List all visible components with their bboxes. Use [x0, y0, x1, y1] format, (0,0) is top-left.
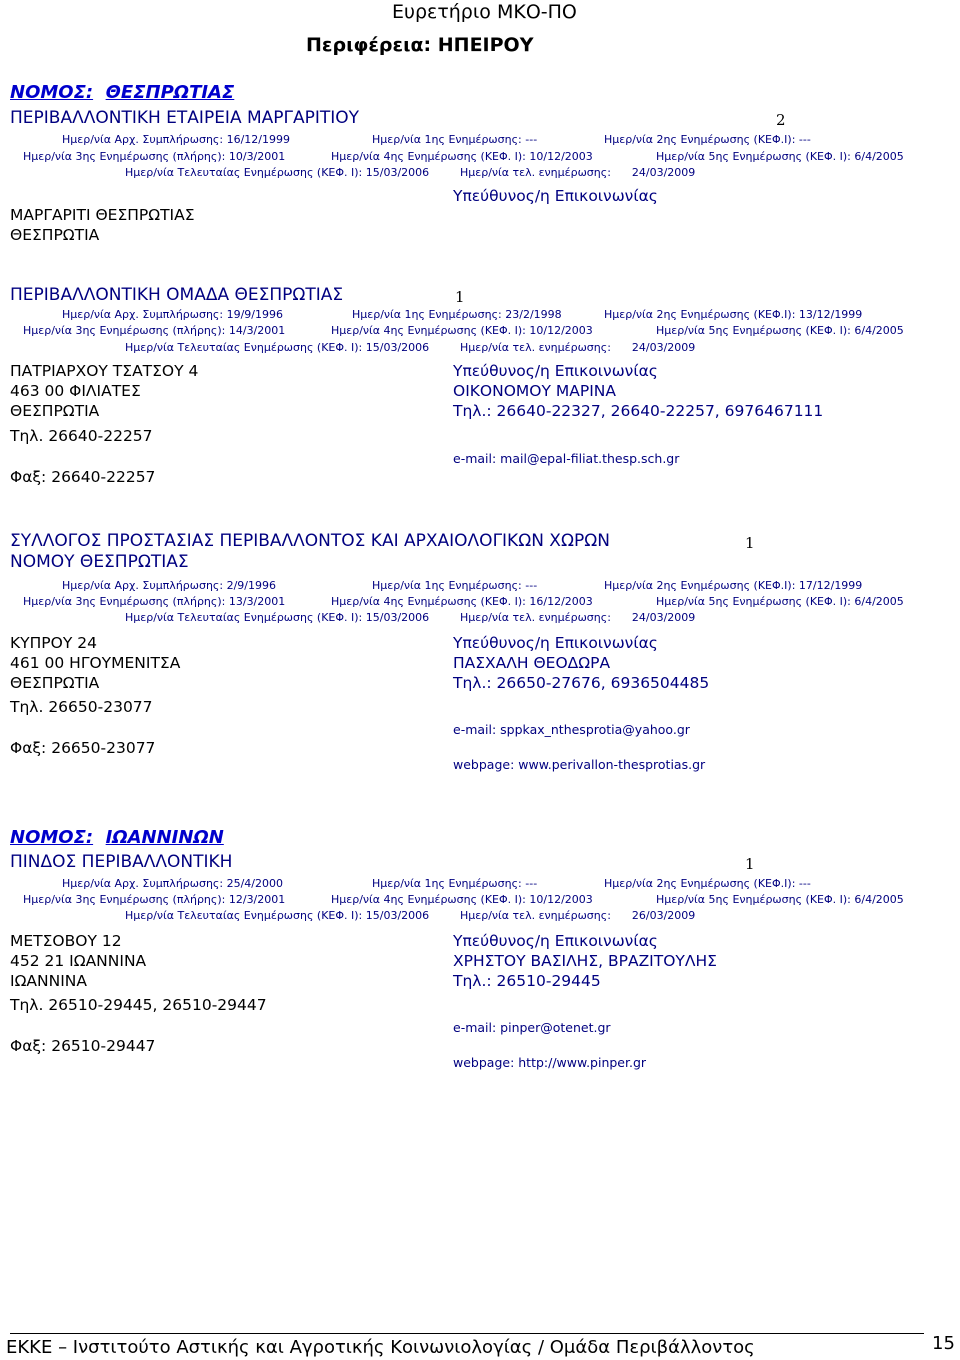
contact-heading: Υπεύθυνος/η Επικοινωνίας — [453, 932, 658, 950]
address-line: ΘΕΣΠΡΩΤΙΑ — [10, 402, 100, 420]
update3-date: Ημερ/νία 3ης Ενημέρωσης (πλήρης): 10/3/2001 — [23, 150, 286, 163]
org-name: ΠΙΝΔΟΣ ΠΕΡΙΒΑΛΛΟΝΤΙΚΗ — [10, 852, 233, 872]
address-line: ΜΑΡΓΑΡΙΤΙ ΘΕΣΠΡΩΤΙΑΣ — [10, 206, 195, 224]
update3-date: Ημερ/νία 3ης Ενημέρωσης (πλήρης): 14/3/2001 — [23, 324, 286, 337]
email-link[interactable]: e-mail: sppkax_nthesprotia@yahoo.gr — [453, 722, 690, 737]
first-fill-date: Ημερ/νία Αρχ. Συμπλήρωσης: 25/4/2000 — [62, 877, 283, 890]
org-count: 1 — [745, 534, 755, 552]
org-count: 1 — [455, 288, 465, 306]
contact-name: ΟΙΚΟΝΟΜΟΥ ΜΑΡΙΝΑ — [453, 382, 616, 400]
last-update-date: Ημερ/νία Τελευταίας Ενημέρωσης (ΚΕΦ. Ι): 15/03/2006 — [125, 909, 430, 922]
contact-name: ΠΑΣΧΑΛΗ ΘΕΟΔΩΡΑ — [453, 654, 611, 672]
phone: Τηλ. 26640-22257 — [10, 427, 153, 445]
contact-heading: Υπεύθυνος/η Επικοινωνίας — [453, 362, 658, 380]
org-name: ΠΕΡΙΒΑΛΛΟΝΤΙΚΗ ΕΤΑΙΡΕΙΑ ΜΑΡΓΑΡΙΤΙΟΥ — [10, 108, 360, 128]
email-link[interactable]: e-mail: pinper@otenet.gr — [453, 1020, 611, 1035]
org-count: 1 — [745, 855, 755, 873]
end-update-date: Ημερ/νία τελ. ενημέρωσης: 24/03/2009 — [460, 166, 696, 179]
phone: Τηλ. 26510-29445, 26510-29447 — [10, 996, 267, 1014]
address-line: 463 00 ΦΙΛΙΑΤΕΣ — [10, 382, 141, 400]
update5-date: Ημερ/νία 5ης Ενημέρωσης (ΚΕΦ. Ι): 6/4/2005 — [656, 893, 904, 906]
update2-date: Ημερ/νία 2ης Ενημέρωσης (ΚΕΦ.Ι): --- — [604, 133, 811, 146]
address-line: ΘΕΣΠΡΩΤΙΑ — [10, 674, 100, 692]
prefecture-heading: ΝΟΜΟΣ: ΘΕΣΠΡΩΤΙΑΣ — [10, 82, 235, 103]
end-update-date: Ημερ/νία τελ. ενημέρωσης: 24/03/2009 — [460, 341, 696, 354]
address-line: 452 21 ΙΩΑΝΝΙΝΑ — [10, 952, 147, 970]
update2-date: Ημερ/νία 2ης Ενημέρωσης (ΚΕΦ.Ι): 13/12/1999 — [604, 308, 863, 321]
email-link[interactable]: e-mail: mail@epal-filiat.thesp.sch.gr — [453, 451, 680, 466]
document-title: Ευρετήριο ΜΚΟ-ΠΟ — [392, 1, 577, 23]
fax: Φαξ: 26650-23077 — [10, 739, 156, 757]
first-fill-date: Ημερ/νία Αρχ. Συμπλήρωσης: 2/9/1996 — [62, 579, 276, 592]
contact-name: ΧΡΗΣΤΟΥ ΒΑΣΙΛΗΣ, ΒΡΑΖΙΤΟΥΛΗΣ — [453, 952, 717, 970]
address-line: ΚΥΠΡΟΥ 24 — [10, 634, 97, 652]
org-name: ΣΥΛΛΟΓΟΣ ΠΡΟΣΤΑΣΙΑΣ ΠΕΡΙΒΑΛΛΟΝΤΟΣ ΚΑΙ ΑΡΧΑΙΟΛΟΓΙΚΩΝ ΧΩΡΩΝ — [10, 531, 610, 551]
org-name: ΠΕΡΙΒΑΛΛΟΝΤΙΚΗ ΟΜΑΔΑ ΘΕΣΠΡΩΤΙΑΣ — [10, 285, 344, 305]
webpage-link[interactable]: webpage: http://www.pinper.gr — [453, 1055, 647, 1070]
update1-date: Ημερ/νία 1ης Ενημέρωσης: --- — [372, 877, 538, 890]
address-line: 461 00 ΗΓΟΥΜΕΝΙΤΣΑ — [10, 654, 181, 672]
address-line: ΙΩΑΝΝΙΝΑ — [10, 972, 87, 990]
update4-date: Ημερ/νία 4ης Ενημέρωσης (ΚΕΦ. Ι): 16/12/2003 — [331, 595, 593, 608]
first-fill-date: Ημερ/νία Αρχ. Συμπλήρωσης: 19/9/1996 — [62, 308, 283, 321]
footer-text: ΕΚΚΕ – Ινστιτούτο Αστικής και Αγροτικής Κοινωνιολογίας / Ομάδα Περιβάλλοντος — [6, 1337, 755, 1358]
update4-date: Ημερ/νία 4ης Ενημέρωσης (ΚΕΦ. Ι): 10/12/2003 — [331, 324, 593, 337]
end-update-date: Ημερ/νία τελ. ενημέρωσης: 26/03/2009 — [460, 909, 696, 922]
update2-date: Ημερ/νία 2ης Ενημέρωσης (ΚΕΦ.Ι): 17/12/1999 — [604, 579, 863, 592]
address-line: ΠΑΤΡΙΑΡΧΟΥ ΤΣΑΤΣΟΥ 4 — [10, 362, 199, 380]
update1-date: Ημερ/νία 1ης Ενημέρωσης: --- — [372, 133, 538, 146]
webpage-link[interactable]: webpage: www.perivallon-thesprotias.gr — [453, 757, 706, 772]
org-count: 2 — [776, 111, 786, 129]
contact-phone: Τηλ.: 26640-22327, 26640-22257, 6976467111 — [453, 402, 824, 420]
fax: Φαξ: 26510-29447 — [10, 1037, 156, 1055]
address-line: ΘΕΣΠΡΩΤΙΑ — [10, 226, 100, 244]
update5-date: Ημερ/νία 5ης Ενημέρωσης (ΚΕΦ. Ι): 6/4/2005 — [656, 595, 904, 608]
first-fill-date: Ημερ/νία Αρχ. Συμπλήρωσης: 16/12/1999 — [62, 133, 290, 146]
contact-phone: Τηλ.: 26650-27676, 6936504485 — [453, 674, 710, 692]
region-title: Περιφέρεια: ΗΠΕΙΡΟΥ — [306, 34, 534, 56]
contact-heading: Υπεύθυνος/η Επικοινωνίας — [453, 187, 658, 205]
contact-phone: Τηλ.: 26510-29445 — [453, 972, 601, 990]
last-update-date: Ημερ/νία Τελευταίας Ενημέρωσης (ΚΕΦ. Ι): 15/03/2006 — [125, 611, 430, 624]
last-update-date: Ημερ/νία Τελευταίας Ενημέρωσης (ΚΕΦ. Ι): 15/03/2006 — [125, 166, 430, 179]
footer-divider — [10, 1333, 924, 1334]
contact-heading: Υπεύθυνος/η Επικοινωνίας — [453, 634, 658, 652]
fax: Φαξ: 26640-22257 — [10, 468, 156, 486]
page-number: 15 — [932, 1333, 955, 1354]
update5-date: Ημερ/νία 5ης Ενημέρωσης (ΚΕΦ. Ι): 6/4/2005 — [656, 150, 904, 163]
update3-date: Ημερ/νία 3ης Ενημέρωσης (πλήρης): 12/3/2001 — [23, 893, 286, 906]
org-name-continued: ΝΟΜΟΥ ΘΕΣΠΡΩΤΙΑΣ — [10, 552, 189, 572]
update1-date: Ημερ/νία 1ης Ενημέρωσης: 23/2/1998 — [352, 308, 562, 321]
update4-date: Ημερ/νία 4ης Ενημέρωσης (ΚΕΦ. Ι): 10/12/2003 — [331, 150, 593, 163]
phone: Τηλ. 26650-23077 — [10, 698, 153, 716]
update3-date: Ημερ/νία 3ης Ενημέρωσης (πλήρης): 13/3/2001 — [23, 595, 286, 608]
prefecture-heading: ΝΟΜΟΣ: ΙΩΑΝΝΙΝΩΝ — [10, 827, 224, 848]
update2-date: Ημερ/νία 2ης Ενημέρωσης (ΚΕΦ.Ι): --- — [604, 877, 811, 890]
update5-date: Ημερ/νία 5ης Ενημέρωσης (ΚΕΦ. Ι): 6/4/2005 — [656, 324, 904, 337]
update4-date: Ημερ/νία 4ης Ενημέρωσης (ΚΕΦ. Ι): 10/12/2003 — [331, 893, 593, 906]
update1-date: Ημερ/νία 1ης Ενημέρωσης: --- — [372, 579, 538, 592]
address-line: ΜΕΤΣΟΒΟΥ 12 — [10, 932, 122, 950]
last-update-date: Ημερ/νία Τελευταίας Ενημέρωσης (ΚΕΦ. Ι): 15/03/2006 — [125, 341, 430, 354]
end-update-date: Ημερ/νία τελ. ενημέρωσης: 24/03/2009 — [460, 611, 696, 624]
